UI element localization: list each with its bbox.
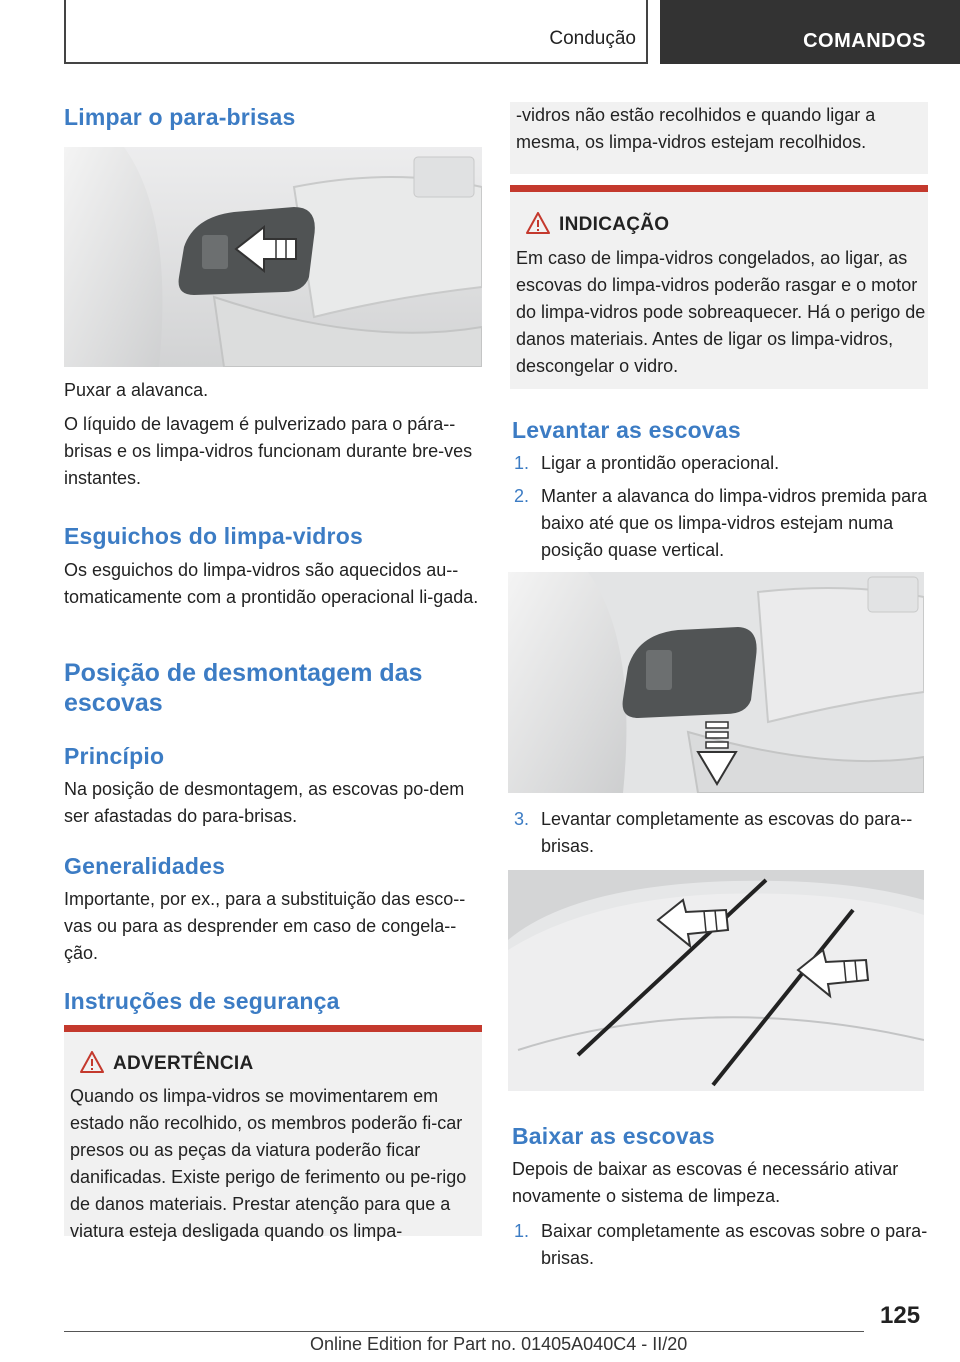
warning-text: Quando os limpa-vidros se movimentarem em estado não recolhido, os membros poderão fi-car presos ou as peças da viatura poderão ficar danificadas. Existe perigo de ferimento ou pe-rigo de danos materiais. Prestar atenção para que a viatura esteja desligada quando os limpa- xyxy=(70,1086,467,1241)
header-underline xyxy=(64,62,648,64)
heading-safety-instructions: Instruções de segurança xyxy=(64,988,340,1014)
heading-raise-wipers: Levantar as escovas xyxy=(512,417,741,443)
warning-bar xyxy=(64,1025,482,1032)
paragraph-principle: Na posição de desmontagem, as escovas po-dem ser afastadas do para-brisas. xyxy=(64,779,465,826)
header-chapter-label: COMANDOS xyxy=(803,30,926,52)
wipers-raised-illustration xyxy=(508,870,924,1091)
paragraph-general: Importante, por ex., para a substituição das esco-vas ou para as desprender em caso de congela-ção. xyxy=(64,889,466,963)
page-header xyxy=(0,0,960,66)
footer-divider xyxy=(64,1331,864,1332)
notice-text: Em caso de limpa-vidros congelados, ao ligar, as escovas do limpa-vidros poderão rasgar e o motor do limpa-vidros pode sobreaquecer. Há o perigo de danos materiais. Antes de ligar os limpa-vidros, descongelar o vidro. xyxy=(516,248,926,376)
heading-removal-position: Posição de desmontagem das escovas xyxy=(64,659,423,717)
notice-title: INDICAÇÃO xyxy=(559,214,670,235)
figure-wipers-raised xyxy=(508,870,924,1091)
figure-wiper-lever-pull xyxy=(64,147,482,367)
wiper-lever-down-illustration xyxy=(508,572,924,793)
header-divider-left xyxy=(64,0,66,64)
step-text: Manter a alavanca do limpa-vidros premida para baixo até que os limpa-vidros estejam numa posição quase vertical. xyxy=(541,486,928,560)
step-number: 2. xyxy=(514,486,530,506)
raise-steps-list-continued xyxy=(510,806,928,860)
heading-general: Generalidades xyxy=(64,853,226,879)
heading-clean-windscreen: Limpar o para-brisas xyxy=(64,104,296,130)
list-item xyxy=(510,1218,928,1272)
heading-lower-wipers: Baixar as escovas xyxy=(512,1123,715,1149)
step-text: Levantar completamente as escovas do para--brisas. xyxy=(541,809,913,856)
list-item xyxy=(510,483,928,564)
raise-steps-list xyxy=(510,450,928,564)
list-item xyxy=(510,450,928,477)
step-number: 3. xyxy=(514,809,530,829)
header-divider xyxy=(646,0,648,64)
heading-washer-nozzles: Esguichos do limpa-vidros xyxy=(64,523,363,549)
warning-title: ADVERTÊNCIA xyxy=(113,1053,254,1074)
header-section-title: Condução xyxy=(549,28,636,49)
step-text: Ligar a prontidão operacional. xyxy=(541,453,780,473)
paragraph-pull-lever: Puxar a alavanca. xyxy=(64,380,209,400)
header-chapter-tab xyxy=(660,0,960,64)
paragraph-washer-fluid: O líquido de lavagem é pulverizado para o pára--brisas e os limpa-vidros funcionam durante bre-ves instantes. xyxy=(64,414,473,488)
step-number: 1. xyxy=(514,453,530,473)
paragraph-nozzles: Os esguichos do limpa-vidros são aquecidos au-tomaticamente com a prontidão operacional li-gada. xyxy=(64,560,479,607)
footer-edition: Online Edition for Part no. 01405A040C4 - II/20 xyxy=(310,1334,688,1354)
paragraph-lower-wipers: Depois de baixar as escovas é necessário ativar novamente o sistema de limpeza. xyxy=(512,1159,899,1206)
notice-box xyxy=(510,185,928,389)
warning-triangle-icon xyxy=(80,1051,104,1073)
warning-triangle-icon xyxy=(526,212,550,234)
page-number: 125 xyxy=(880,1302,921,1329)
warning-box-continued xyxy=(510,102,928,174)
heading-principle: Princípio xyxy=(64,743,165,769)
figure-wiper-lever-press-down xyxy=(508,572,924,793)
warning-text-continued: -vidros não estão recolhidos e quando ligar a mesma, os limpa-vidros estejam recolhidos. xyxy=(516,105,876,152)
list-item xyxy=(510,806,928,860)
text-block-pull xyxy=(64,377,482,492)
warning-box xyxy=(64,1025,482,1241)
wiper-lever-illustration xyxy=(64,147,482,367)
step-text: Baixar completamente as escovas sobre o para-brisas. xyxy=(541,1221,928,1268)
step-number: 1. xyxy=(514,1221,530,1241)
notice-bar xyxy=(510,185,928,192)
lower-steps-list xyxy=(510,1218,928,1272)
